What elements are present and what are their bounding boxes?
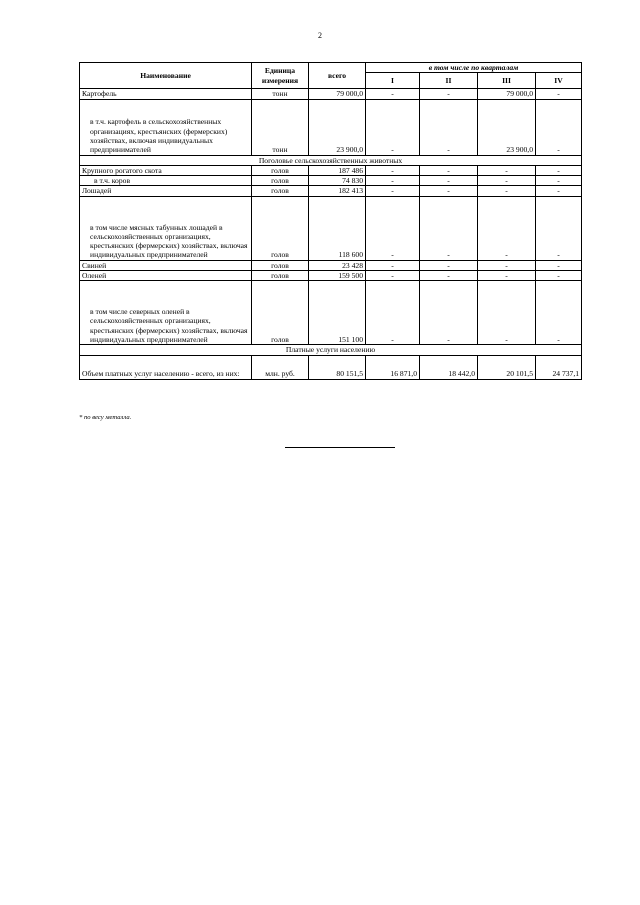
row-total: 74 830 xyxy=(309,176,366,186)
row-name: Оленей xyxy=(80,271,252,281)
row-q2: - xyxy=(420,271,478,281)
row-q4: - xyxy=(536,196,582,260)
table-row xyxy=(80,176,582,186)
row-q3: 79 000,0 xyxy=(478,89,536,99)
row-q4: - xyxy=(536,271,582,281)
header-total: всего xyxy=(309,63,366,89)
row-q3: 23 900,0 xyxy=(478,99,536,155)
row-q4: - xyxy=(536,260,582,270)
row-q2: - xyxy=(420,99,478,155)
table-row xyxy=(80,260,582,270)
row-name: в том числе мясных табунных лошадей в сельскохозяйственных организациях, крестьянских (фермерских) хозяйствах, включая индивидуальных предпринимателей xyxy=(80,196,252,260)
row-name: в т.ч. коров xyxy=(80,176,252,186)
page-number: 2 xyxy=(318,31,322,40)
row-q2: - xyxy=(420,165,478,175)
row-unit: голов xyxy=(252,196,309,260)
table-row xyxy=(80,165,582,175)
table-row xyxy=(80,186,582,196)
row-q1: - xyxy=(366,99,420,155)
row-q4: - xyxy=(536,99,582,155)
row-unit: голов xyxy=(252,281,309,345)
row-total: 79 000,0 xyxy=(309,89,366,99)
row-q3: 20 101,5 xyxy=(478,355,536,379)
header-quarter-1: I xyxy=(366,73,420,89)
row-q4: - xyxy=(536,89,582,99)
row-unit: голов xyxy=(252,165,309,175)
footnote: * по весу металла. xyxy=(79,414,132,421)
row-q2: - xyxy=(420,186,478,196)
row-q3: - xyxy=(478,186,536,196)
report-table xyxy=(79,62,582,380)
row-name: Картофель xyxy=(80,89,252,99)
row-total: 182 413 xyxy=(309,186,366,196)
section-title-paid-services: Платные услуги населению xyxy=(80,345,582,355)
row-total: 151 100 xyxy=(309,281,366,345)
row-q4: - xyxy=(536,165,582,175)
table-row xyxy=(80,281,582,345)
row-q1: 16 871,0 xyxy=(366,355,420,379)
section-row xyxy=(80,155,582,165)
row-q2: - xyxy=(420,260,478,270)
row-q1: - xyxy=(366,89,420,99)
row-name: в т.ч. картофель в сельскохозяйственных организациях, крестьянских (фермерских) хозяйствах, включая индивидуальных предпринимателей xyxy=(80,99,252,155)
row-q1: - xyxy=(366,281,420,345)
row-q4: 24 737,1 xyxy=(536,355,582,379)
header-unit: Единица измерения xyxy=(252,63,309,89)
row-q3: - xyxy=(478,281,536,345)
header-quarters-group: в том числе по кварталам xyxy=(366,63,582,73)
row-q1: - xyxy=(366,176,420,186)
header-quarter-4: IV xyxy=(536,73,582,89)
row-name: Свиней xyxy=(80,260,252,270)
section-row xyxy=(80,345,582,355)
row-q2: - xyxy=(420,89,478,99)
header-quarter-2: II xyxy=(420,73,478,89)
row-name: в том числе северных оленей в сельскохозяйственных организациях, крестьянских (фермерских) хозяйствах, включая индивидуальных предпринимателей xyxy=(80,281,252,345)
row-total: 118 600 xyxy=(309,196,366,260)
table-row xyxy=(80,271,582,281)
row-q3: - xyxy=(478,196,536,260)
row-q1: - xyxy=(366,186,420,196)
row-q3: - xyxy=(478,271,536,281)
row-name: Объем платных услуг населению - всего, из них: xyxy=(80,355,252,379)
row-q3: - xyxy=(478,176,536,186)
row-q3: - xyxy=(478,260,536,270)
row-q2: - xyxy=(420,281,478,345)
row-total: 187 486 xyxy=(309,165,366,175)
row-q3: - xyxy=(478,165,536,175)
row-total: 23 900,0 xyxy=(309,99,366,155)
row-name: Лошадей xyxy=(80,186,252,196)
table-row xyxy=(80,99,582,155)
table-row xyxy=(80,196,582,260)
section-title-livestock: Поголовье сельскохозяйственных животных xyxy=(80,155,582,165)
row-q2: - xyxy=(420,176,478,186)
row-name: Крупного рогатого скота xyxy=(80,165,252,175)
table-row xyxy=(80,89,582,99)
row-q2: - xyxy=(420,196,478,260)
row-q4: - xyxy=(536,186,582,196)
row-unit: тонн xyxy=(252,89,309,99)
row-unit: голов xyxy=(252,271,309,281)
row-unit: тонн xyxy=(252,99,309,155)
row-q1: - xyxy=(366,271,420,281)
row-q1: - xyxy=(366,260,420,270)
row-unit: голов xyxy=(252,176,309,186)
row-total: 80 151,5 xyxy=(309,355,366,379)
row-unit: млн. руб. xyxy=(252,355,309,379)
row-q4: - xyxy=(536,176,582,186)
table-row xyxy=(80,355,582,379)
row-q1: - xyxy=(366,165,420,175)
row-unit: голов xyxy=(252,186,309,196)
header-quarter-3: III xyxy=(478,73,536,89)
row-q4: - xyxy=(536,281,582,345)
row-q2: 18 442,0 xyxy=(420,355,478,379)
row-total: 159 500 xyxy=(309,271,366,281)
row-q1: - xyxy=(366,196,420,260)
separator-line xyxy=(285,447,395,448)
row-unit: голов xyxy=(252,260,309,270)
row-total: 23 428 xyxy=(309,260,366,270)
header-name: Наименование xyxy=(80,63,252,89)
